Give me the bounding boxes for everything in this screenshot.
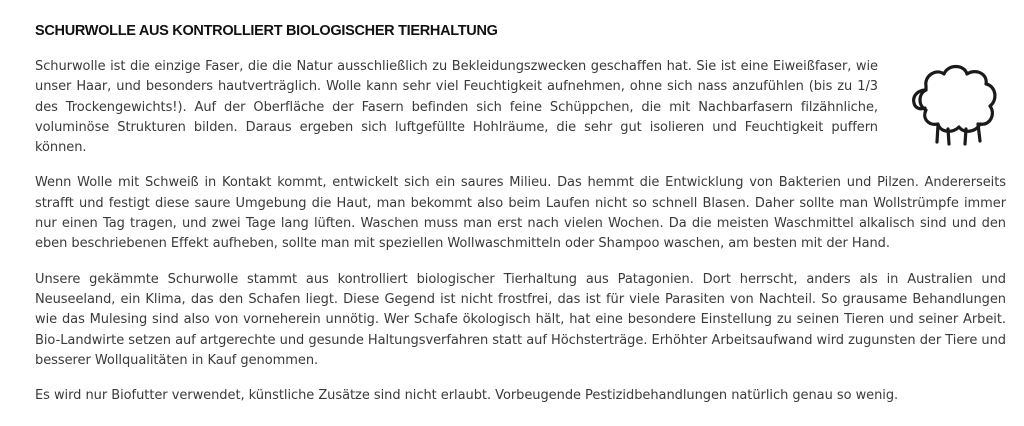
sheep-leg-4 — [978, 124, 980, 141]
sheep-leg-2 — [948, 129, 949, 144]
sheep-body-outline — [920, 67, 995, 132]
paragraph-organic-feed: Es wird nur Biofutter verwendet, künstliche Zusätze sind nicht erlaubt. Vorbeugende Pestizidbehandlungen natürlich genau so wenig. — [35, 388, 899, 404]
sheep-leg-1 — [937, 125, 938, 142]
paragraph-sweat-contact: Wenn Wolle mit Schweiß in Kontakt kommt, entwickelt sich ein saures Milieu. Das hemmt die Entwicklung von Bakterien und Pilzen. Andererseits strafft und festigt diese saure Umgebung die Haut, man bekommt also beim Laufen nicht so schnell Blasen. Daher sollte man Wollstrümpfe immer nur einen Tag tragen, und zwei Tage lang lüften. Waschen muss man erst nach vielen Wochen. Da die meisten Waschmittel alkalisch sind und den eben beschriebenen Effekt aufheben, sollte man mit speziellen Wollwaschmitteln oder Shampoo waschen, am besten mit der Hand. — [35, 175, 1006, 252]
paragraph-wool-properties: Schurwolle ist die einzige Faser, die die Natur ausschließlich zu Bekleidungszwecken geschaffen hat. Sie ist eine Eiweißfaser, wie unser Haar, und besonders hautverträglich. Wolle kann sehr viel Feuchtigkeit aufnehmen, ohne sich nass anzufühlen (bis zu 1/3 des Trockengewichts!). Auf der Oberfläche der Fasern befinden sich feine Schüppchen, die mit Nachbarfasern filzähnliche, voluminöse Strukturen bilden. Daraus ergeben sich luftgefüllte Hohlräume, die sehr gut isolieren und Feuchtigkeit puffern können. — [35, 59, 878, 156]
sheep-leg-3 — [965, 129, 966, 144]
article — [35, 20, 1006, 406]
article-heading: SCHURWOLLE AUS KONTROLLIERT BIOLOGISCHER TIERHALTUNG — [35, 23, 498, 39]
paragraph-organic-origin: Unsere gekämmte Schurwolle stammt aus kontrolliert biologischer Tierhaltung aus Patagonien. Dort herrscht, anders als in Australien und Neuseeland, ein Klima, das den Schafen liegt. Diese Gegend ist nicht frostfrei, das ist für viele Parasiten von Nachteil. So grausame Behandlungen wie das Mulesing sind also von vorneherein unnötig. Wer Schafe ökologisch hält, hat eine besondere Einstellung zu seinen Tieren und seiner Arbeit. Bio-Landwirte setzen auf artgerechte und gesunde Haltungsverfahren statt auf Höchsterträge. Erhöhter Arbeitsaufwand wird zugunsten der Tiere und besserer Wollqualitäten in Kauf genommen. — [35, 271, 1006, 368]
sheep-icon — [904, 56, 1004, 156]
